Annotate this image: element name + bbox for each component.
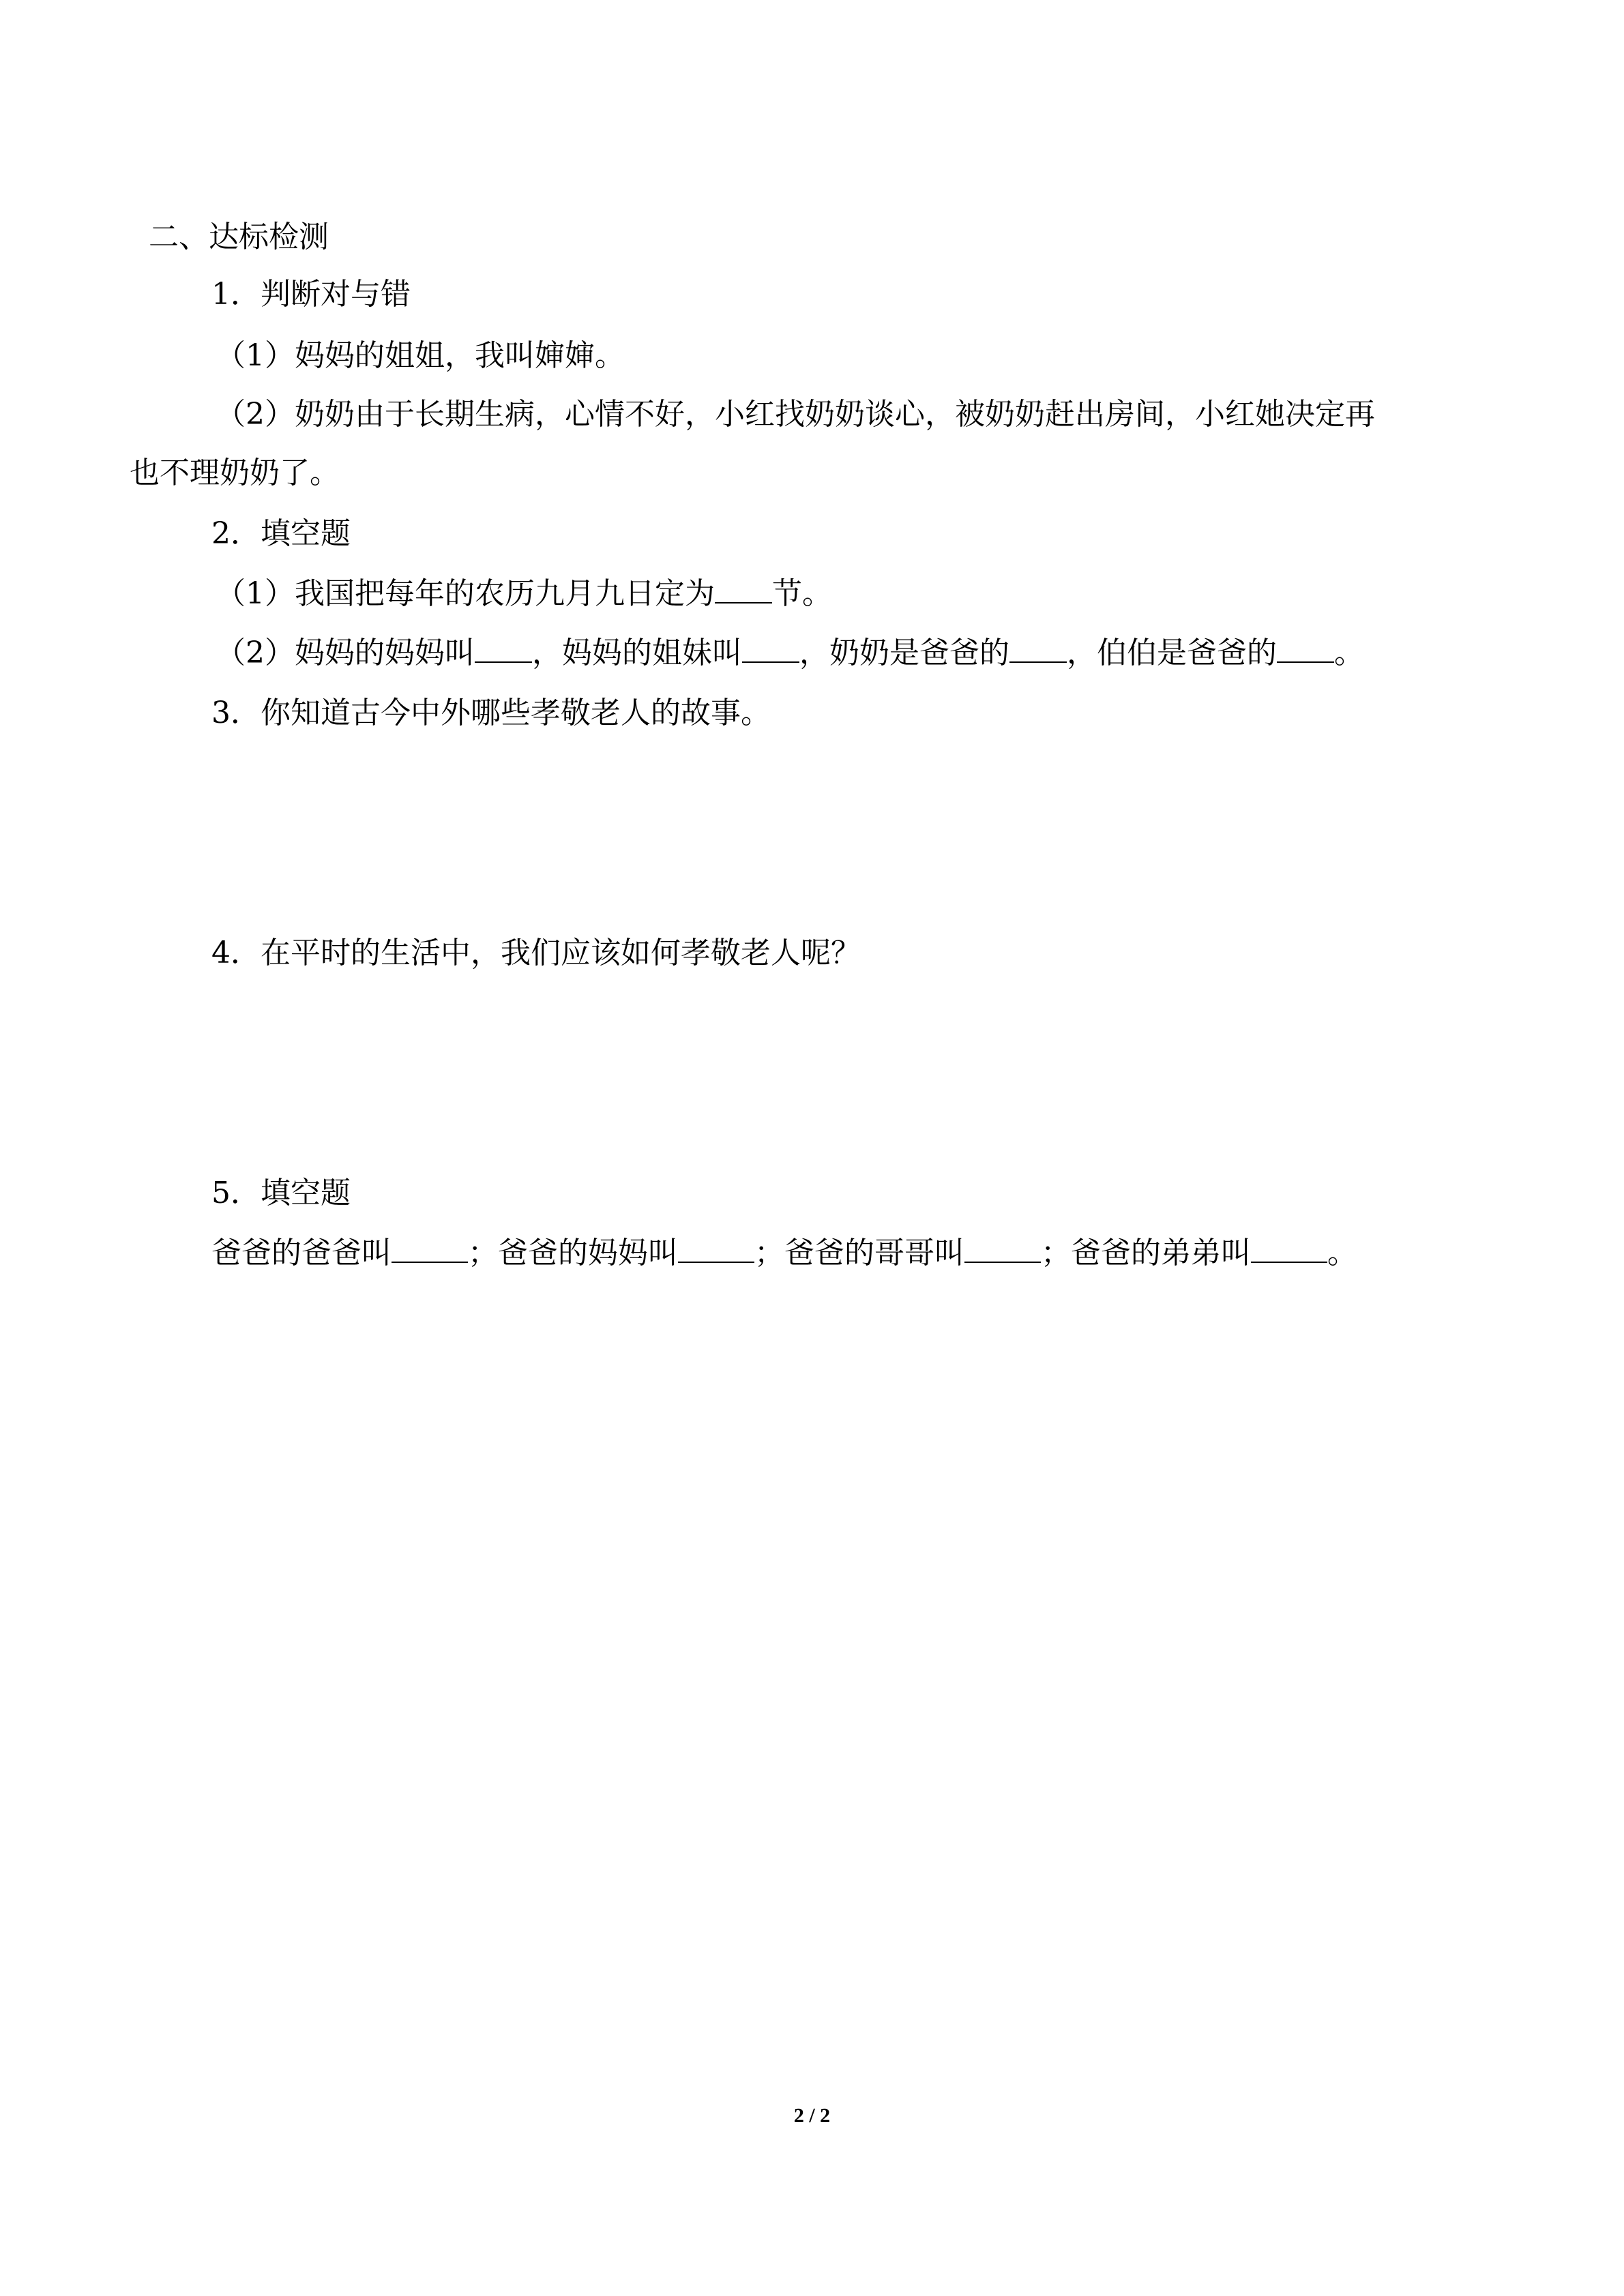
question-2-title: 2．填空题	[211, 516, 351, 551]
fill-in-blank[interactable]	[1277, 634, 1334, 663]
question-5-fill-line	[211, 1234, 1357, 1272]
question-1-item-1: （1）妈妈的姐姐，我叫婶婶。	[216, 338, 625, 373]
question-5-text-4: ；爸爸的弟弟叫	[1041, 1236, 1251, 1270]
fill-in-blank[interactable]	[392, 1234, 468, 1263]
question-2-item-1-text-before: （1）我国把每年的农历九月九日定为	[216, 576, 715, 611]
question-2-item-2-text-d: ，伯伯是爸爸的	[1067, 636, 1277, 670]
question-2-item-1	[216, 575, 832, 613]
fill-in-blank[interactable]	[1251, 1234, 1327, 1263]
question-2-item-2	[216, 634, 1364, 672]
question-1-item-2-line-2: 也不理奶奶了。	[130, 456, 340, 490]
section-title: 二、达标检测	[149, 220, 329, 254]
question-3-title: 3．你知道古今中外哪些孝敬老人的故事。	[211, 696, 771, 730]
question-2-item-2-text-b: ，妈妈的姐妹叫	[532, 636, 742, 670]
question-5-text-2: ；爸爸的妈妈叫	[468, 1236, 678, 1270]
fill-in-blank[interactable]	[964, 1234, 1041, 1263]
question-4-title: 4．在平时的生活中，我们应该如何孝敬老人呢？	[211, 936, 861, 970]
question-1-title: 1．判断对与错	[211, 277, 411, 312]
question-1-item-2-line-1: （2）奶奶由于长期生病，心情不好，小红找奶奶谈心，被奶奶赶出房间，小红她决定再	[216, 397, 1375, 432]
question-2-item-2-text-c: ，奶奶是爸爸的	[799, 636, 1009, 670]
fill-in-blank[interactable]	[475, 634, 532, 663]
question-5-text-5: 。	[1327, 1236, 1357, 1270]
fill-in-blank[interactable]	[678, 1234, 754, 1263]
question-5-text-1: 爸爸的爸爸叫	[211, 1236, 392, 1270]
question-2-item-2-text-e: 。	[1334, 636, 1364, 670]
question-2-item-2-text-a: （2）妈妈的妈妈叫	[216, 636, 475, 670]
fill-in-blank[interactable]	[715, 575, 772, 603]
page-number: 2 / 2	[793, 2104, 831, 2127]
question-2-item-1-text-after: 节。	[772, 576, 832, 611]
fill-in-blank[interactable]	[742, 634, 799, 663]
question-5-title: 5．填空题	[211, 1176, 351, 1210]
question-5-text-3: ；爸爸的哥哥叫	[754, 1236, 964, 1270]
fill-in-blank[interactable]	[1009, 634, 1067, 663]
